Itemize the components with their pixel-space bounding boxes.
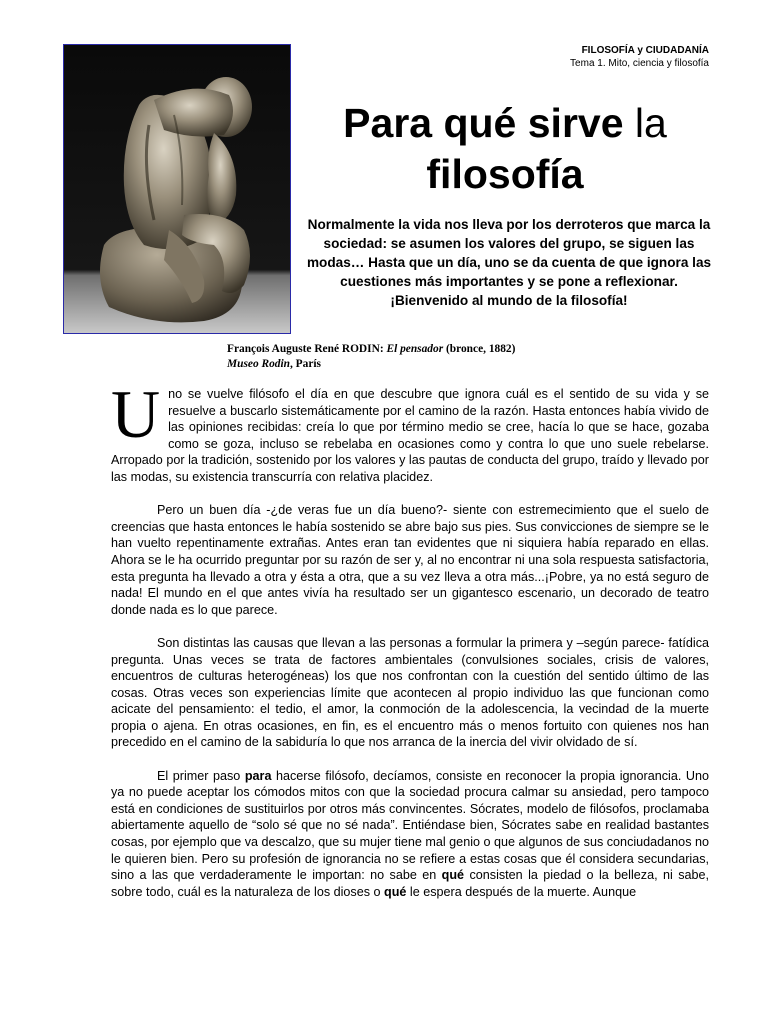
p4-bold-que-1: qué — [441, 868, 465, 883]
title-second-line: filosofía — [426, 151, 584, 197]
paragraph-1 — [111, 376, 709, 486]
thinker-sculpture-icon — [64, 45, 290, 333]
caption-museum: Museo Rodin — [227, 358, 290, 370]
caption-work: El pensador — [386, 343, 444, 355]
lead-paragraph: Normalmente la vida nos lleva por los derroteros que marca la sociedad: se asumen los valores del grupo, se siguen las modas… Hasta que un día, uno se da cuenta de que ignora las cuestiones más importantes y se pone a reflexionar. ¡Bienvenido al mundo de la filosofía! — [306, 217, 712, 308]
title-light-part: la — [623, 100, 667, 146]
p4-text-a: El primer paso — [157, 768, 245, 783]
paragraph-1-text: no se vuelve filósofo el día en que descubre que ignora cuál es el sentido de su vida y se resuelve a buscarlo sistemáticamente por el camino de la razón. Hasta entonces había vivido de las opiniones recibidas: creía lo que por término medio se cree, hacía lo que se hace, gozaba como se goza, incluso se rebelaba en ocasiones como y contra lo que uno suele rebelarse. Arropado por la tradición, sostenido por los valores y las pautas de conducta del grupo, traído y llevado por las modas, su existencia transcurría con relativa placidez. — [111, 387, 709, 484]
p4-bold-que-2: qué — [384, 884, 407, 899]
paragraph-3: Son distintas las causas que llevan a las personas a formular la primera y –según parece- fatídica pregunta. Unas veces se trata de factores ambientales (convulsiones sociales, crisis de valores, encuentros de culturas heterogéneas) los que nos confrontan con la cuestión del sentido último de las cosas. Otras veces son experiencias límite que acontecen al propio individuo las que funcionan como acicate del pensamiento: el tedio, el amor, la conmoción de la adolescencia, la vecindad de la muerte propia o ajena. En otras ocasiones, en fin, es el encuentro más o menos fortuito con quienes nos han precedido en el camino de la sabiduría lo que nos arranca de la inercia del vivir olvidado de sí. — [111, 635, 709, 750]
article-body — [111, 376, 710, 917]
thinker-sculpture-photo — [63, 44, 291, 334]
document-header — [570, 44, 709, 70]
p4-text-g: le espera después de la muerte. Aunque — [406, 884, 637, 899]
caption-details: (bronce, 1882) — [446, 343, 516, 355]
header-topic: Tema 1. Mito, ciencia y filosofía — [570, 58, 709, 69]
paragraph-4 — [111, 768, 709, 901]
p4-text-c: hacerse filósofo, decíamos, consiste en reconocer la propia ignorancia. Uno ya no puede aceptar los cómodos mitos con que la sociedad procura calmar su ansiedad, pero tampoco está en condiciones de sustituirlos por otros más convincentes. Sócrates, modelo de filósofos, proclamaba abiertamente aquello de “solo sé que no sé nada”. Entiéndase bien, Sócrates sabe en realidad bastantes cosas, por ejemplo que va descalzo, que su mujer tiene mal genio o que algunos de sus conciudadanos no le quieren bien. Pero su profesión de ignorancia no se refiere a estas cosas que él considera secundarias, sino a las que verdaderamente le importan: no sabe en — [111, 768, 709, 883]
paragraph-2: Pero un buen día -¿de veras fue un día bueno?- siente con estremecimiento que el suelo de creencias que hasta entonces le había sostenido se abre bajo sus pies. Sus convicciones de siempre se le han vuelto repentinamente extrañas. Antes eran tan evidentes que ni siquiera había reparado en ellas. Ahora se le ha ocurrido preguntar por su razón de ser y, al no encontrar ni una sola respuesta satisfactoria, esta pregunta ha llevado a otra y ésta a otra, que a su vez lleva a otra más...¡Pobre, ya no está seguro de nada! El mundo en el que antes vivía ha resultado ser un gigantesco escenario, un decorado de teatro donde nada es lo que parece. — [111, 503, 709, 617]
photo-caption — [227, 342, 515, 372]
page-title — [300, 98, 710, 200]
p4-text-e: consisten la piedad o la belleza, ni sabe, sobre todo, cuál es la naturaleza de los dioses o — [111, 868, 710, 899]
drop-cap: U — [111, 376, 161, 452]
title-bold-part: Para qué sirve — [343, 100, 624, 146]
caption-city: , París — [289, 358, 321, 370]
caption-author: François Auguste René RODIN: — [227, 343, 384, 355]
p4-bold-para: para — [244, 768, 272, 783]
header-subject: FILOSOFÍA y CIUDADANÍA — [581, 45, 709, 56]
